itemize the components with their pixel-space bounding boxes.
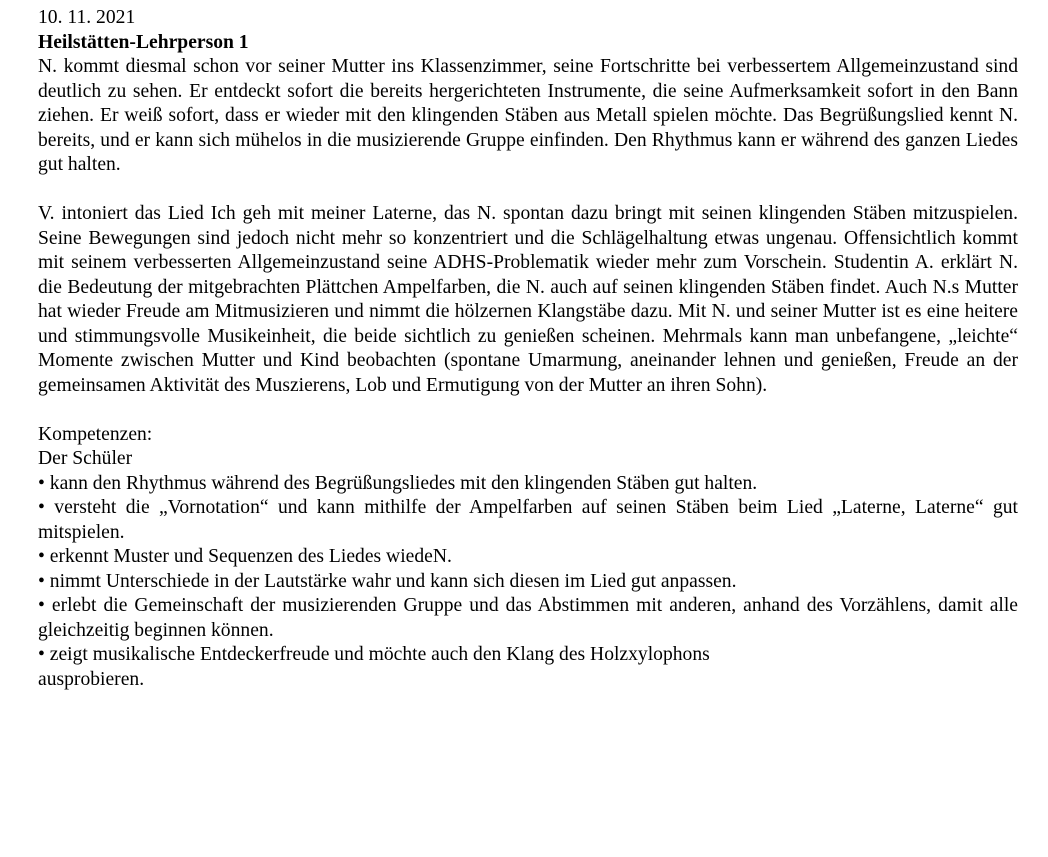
competency-item [38, 472, 1018, 497]
paragraph-observation-1: N. kommt diesmal schon vor seiner Mutter ins Klassenzimmer, seine Fortschritte bei verbessertem Allgemeinzustand sind deutlich zu sehen. Er entdeckt sofort die bereits hergerichteten Instrumente, die seine Aufmerksamkeit sofort in den Bann ziehen. Er weiß sofort, dass er wieder mit den klingenden Stäben aus Metall spielen möchte. Das Begrüßungslied kennt N. bereits, und er kann sich mühelos in die musizierende Gruppe einfinden. Den Rhythmus kann er während des ganzen Liedes gut halten. [38, 56, 1018, 175]
competency-text: versteht die „Vornotation“ und kann mithilfe der Ampelfarben auf seinen Stäben beim Lied „Laterne, Laterne“ gut mitspielen. [38, 497, 1018, 543]
paragraph-observation-2: V. intoniert das Lied Ich geh mit meiner Laterne, das N. spontan dazu bringt mit seinen klingenden Stäben mitzuspielen. Seine Bewegungen sind jedoch nicht mehr so konzentriert und die Schlägelhaltung etwas ungenau. Offensichtlich kommt mit seinem verbesserten Allgemeinzustand seine ADHS-Problematik wieder mehr zum Vorschein. Studentin A. erklärt N. die Bedeutung der mitgebrachten Plättchen Ampelfarben, die N. auch auf seinen klingenden Stäben findet. Auch N.s Mutter hat wieder Freude am Mitmusizieren und nimmt die hölzernen Klangstäbe dazu. Mit N. und seiner Mutter ist es eine heitere und stimmungsvolle Musikeinheit, die beide sichtlich zu genießen scheinen. Mehrmals kann man unbefangene, „leichte“ Momente zwischen Mutter und Kind beobachten (spontane Umarmung, aneinander lehnen und genießen, Freude an der gemeinsamen Aktivität des Muszierens, Lob und Ermutigung von der Mutter an ihren Sohn). [38, 203, 1018, 396]
competency-text: nimmt Unterschiede in der Lautstärke wahr und kann sich diesen im Lied gut anpassen. [49, 570, 737, 592]
document-title: Heilstätten-Lehrperson 1 [38, 31, 249, 53]
competency-item [38, 496, 1018, 545]
bullet-icon: • [38, 570, 45, 592]
competency-item [38, 643, 1018, 668]
bullet-icon: • [38, 595, 45, 616]
competency-text: erlebt die Gemeinschaft der musizierenden Gruppe und das Abstimmen mit anderen, anhand des Vorzählens, damit alle gleichzeitig beginnen können. [38, 595, 1018, 641]
bullet-icon: • [38, 644, 45, 665]
document-page [38, 6, 1018, 692]
document-date: 10. 11. 2021 [38, 7, 136, 28]
competency-text: zeigt musikalische Entdeckerfreude und möchte auch den Klang des Holzxylophons [49, 644, 710, 665]
competency-continuation: ausprobieren. [38, 668, 145, 690]
bullet-icon: • [38, 497, 45, 518]
competency-item [38, 545, 1018, 570]
competency-text: kann den Rhythmus während des Begrüßungsliedes mit den klingenden Stäben gut halten. [49, 472, 758, 494]
competency-item [38, 570, 1018, 595]
competency-text: erkennt Muster und Sequenzen des Liedes wiedeN. [49, 546, 452, 567]
competencies-subject: Der Schüler [38, 448, 133, 469]
competencies-list [38, 472, 1018, 668]
bullet-icon: • [38, 472, 45, 494]
bullet-icon: • [38, 546, 45, 567]
competency-item [38, 594, 1018, 643]
competencies-heading: Kompetenzen: [38, 423, 153, 445]
